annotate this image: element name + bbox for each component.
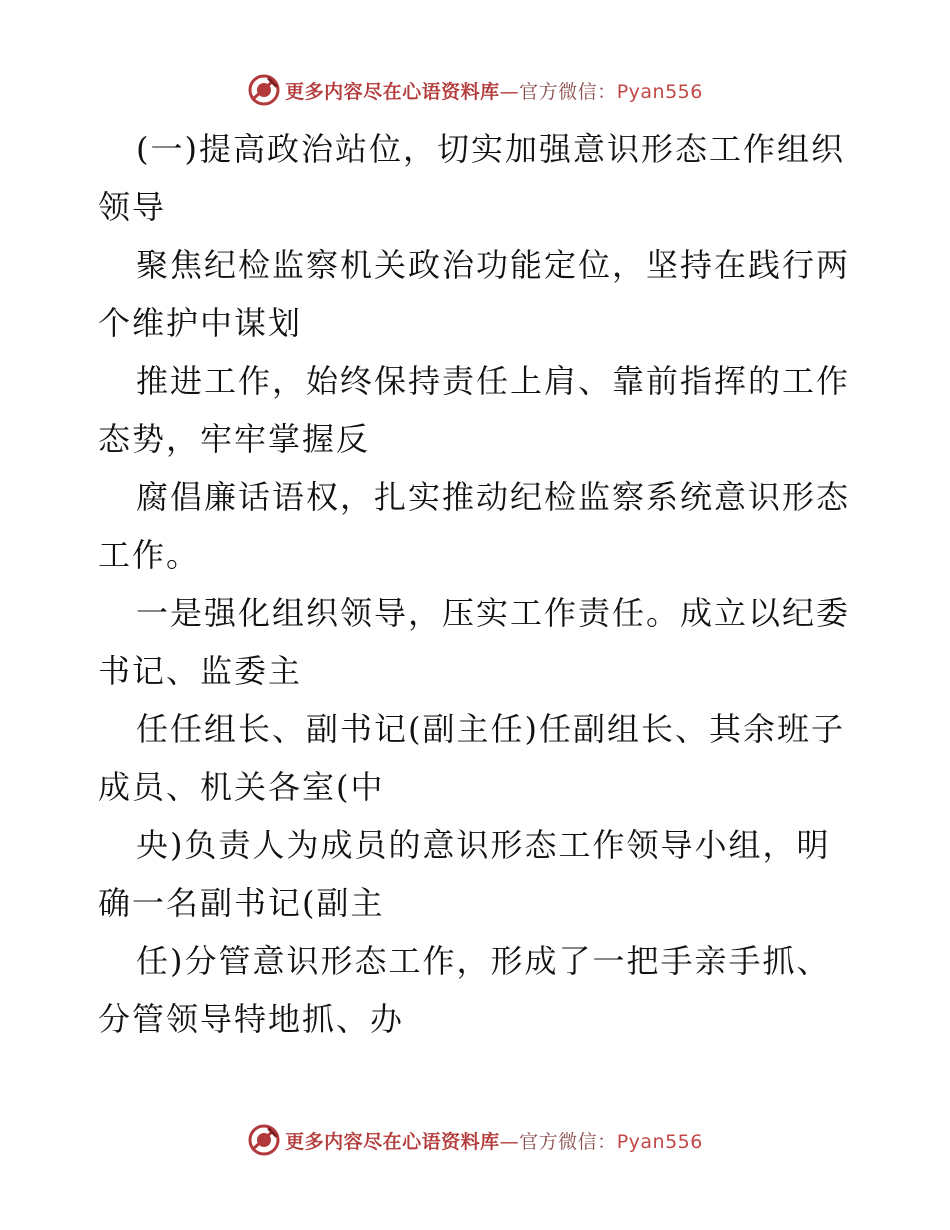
paragraph-line: 推进工作，始终保持责任上肩、靠前指挥的工作: [136, 362, 851, 400]
paragraph-line: 书记、监委主: [98, 652, 303, 690]
paragraph-line: 工作。: [98, 536, 201, 574]
header-watermark: [0, 70, 950, 110]
watermark-dash: —: [499, 80, 520, 103]
paragraph-line: 央)负责人为成员的意识形态工作领导小组，明: [136, 826, 831, 864]
watermark-wechat-id: Pyan556: [616, 1130, 703, 1153]
paragraph-line: 任)分管意识形态工作，形成了一把手亲手抓、: [136, 942, 831, 980]
paragraph-line: 成员、机关各室(中: [98, 768, 385, 806]
paragraph-line: 聚焦纪检监察机关政治功能定位，坚持在践行两: [136, 246, 851, 284]
watermark-dash: —: [499, 1130, 520, 1153]
paragraph-line: 任任组长、副书记(副主任)任副组长、其余班子: [136, 710, 845, 748]
watermark-label: 官方微信：: [519, 1130, 617, 1153]
paragraph-line: 分管领导特地抓、办: [98, 1000, 405, 1038]
watermark-wechat-id: Pyan556: [616, 80, 703, 103]
paragraph-line: 一是强化组织领导，压实工作责任。成立以纪委: [136, 594, 851, 632]
paragraph-line: (一)提高政治站位，切实加强意识形态工作组织: [136, 130, 845, 168]
seal-logo-icon: [247, 73, 281, 107]
document-body: [98, 120, 858, 1048]
watermark-main-text: 更多内容尽在心语资料库: [285, 1130, 500, 1153]
watermark-label: 官方微信：: [519, 80, 617, 103]
seal-logo-icon: [247, 1123, 281, 1157]
paragraph-line: 腐倡廉话语权，扎实推动纪检监察系统意识形态: [136, 478, 851, 516]
paragraph-line: 领导: [98, 188, 167, 226]
watermark-main-text: 更多内容尽在心语资料库: [285, 80, 500, 103]
footer-watermark: [0, 1120, 950, 1160]
paragraph-line: 确一名副书记(副主: [98, 884, 385, 922]
paragraph-line: 态势，牢牢掌握反: [98, 420, 371, 458]
paragraph-line: 个维护中谋划: [98, 304, 303, 342]
